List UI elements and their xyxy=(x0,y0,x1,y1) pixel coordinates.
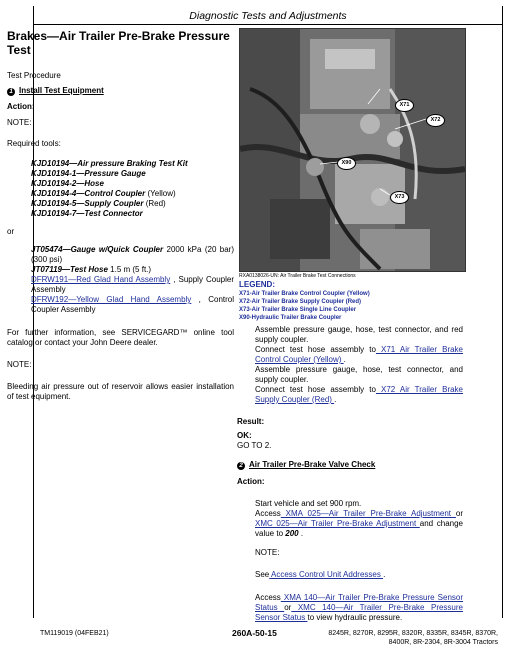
access-text: Access xyxy=(255,509,281,518)
install-step-4 xyxy=(255,385,463,405)
install-step-3: Assemble pressure gauge, hose, test connector, and supply coupler. xyxy=(255,365,463,384)
legend-item: X71-Air Trailer Brake Control Coupler (Yellow) xyxy=(239,291,370,297)
step2-number-badge: 2 xyxy=(237,462,245,470)
step1-number-badge: 1 xyxy=(7,88,15,96)
install-step-1: Assemble pressure gauge, hose, test connector, and red supply coupler. xyxy=(255,325,463,344)
hose-code: JT07119—Test Hose xyxy=(31,265,108,274)
x72-coupler-link[interactable]: X72 Air Trailer Brake Supply Coupler (Red) xyxy=(255,385,463,404)
footer-doc-id: TM119019 (04FEB21) xyxy=(40,630,109,637)
step1-heading xyxy=(7,86,234,96)
ok-label: OK: xyxy=(237,431,252,440)
kit-line: KJD10194—Air pressure Braking Test Kit xyxy=(31,159,188,168)
callout-x73: X73 xyxy=(390,191,409,204)
required-tools-label: Required tools: xyxy=(7,139,61,148)
step2-heading xyxy=(237,460,463,470)
models-line-2: 8400R, 8R-2304, 8R-3004 Tractors xyxy=(388,639,498,646)
section-title: Brakes—Air Trailer Pre-Brake Pressure Test xyxy=(7,29,230,57)
hose-line xyxy=(31,265,234,275)
figure-caption xyxy=(239,273,465,322)
install-step-2-end: . xyxy=(343,355,346,364)
xma-025-link[interactable]: XMA 025—Air Trailer Pre-Brake Adjustment xyxy=(280,509,456,518)
goto-step2: GO TO 2. xyxy=(237,441,272,450)
note2-label: NOTE: xyxy=(7,360,32,369)
callout-x72: X72 xyxy=(426,114,445,127)
kit5-code: KJD10194-5—Supply Coupler xyxy=(31,199,144,208)
xmc-025-link[interactable]: XMC 025—Air Trailer Pre-Brake Adjustment xyxy=(255,519,420,528)
install-step-2 xyxy=(255,345,463,365)
running-header: Diagnostic Tests and Adjustments xyxy=(189,10,347,22)
kit4-code: KJD10194-4—Control Coupler xyxy=(31,189,146,198)
see-end: . xyxy=(383,570,386,579)
footer-page-number: 260A-50-15 xyxy=(232,628,277,638)
red-glad-hand-line xyxy=(31,275,234,295)
kit-line: KJD10194-1—Pressure Gauge xyxy=(31,169,146,178)
xmc-140-link[interactable]: XMC 140—Air Trailer Pre-Brake Pressure Sensor Status xyxy=(255,603,463,622)
see-acu-text xyxy=(255,570,463,580)
action-label: Action: xyxy=(7,102,35,111)
step2-note-label: NOTE: xyxy=(255,548,280,557)
access-sensor-text xyxy=(255,593,463,623)
access-adjustment-text xyxy=(255,509,463,539)
header-rule xyxy=(34,24,502,25)
red-glad-hand-suffix: , Supply Coupler Assembly xyxy=(31,275,234,294)
photo-illustration xyxy=(240,29,465,271)
test-procedure-label: Test Procedure xyxy=(7,71,61,80)
kit-list xyxy=(7,159,234,219)
bleed-text: Bleeding air pressure out of reservoir allows easier installation of test equipment. xyxy=(7,382,234,401)
change-value-end: . xyxy=(298,529,304,538)
footer-models xyxy=(316,629,498,647)
gauge-code: JT05474—Gauge w/Quick Coupler xyxy=(31,245,164,254)
pressure-value: 200 xyxy=(285,529,299,538)
xma-140-link[interactable]: XMA 140—Air Trailer Pre-Brake Pressure Sensor Status xyxy=(255,593,463,612)
install-steps xyxy=(237,325,463,405)
figure-id: RXA0138026-UN: Air Trailer Brake Test Connections xyxy=(239,273,356,279)
callout-x90: X90 xyxy=(337,157,356,170)
legend-item: X72-Air Trailer Brake Supply Coupler (Red) xyxy=(239,299,362,305)
brake-connections-photo xyxy=(239,28,466,272)
change-value-text: and change value to xyxy=(255,519,463,538)
kit-line: KJD10194-2—Hose xyxy=(31,179,104,188)
or2-text: or xyxy=(284,603,292,612)
yellow-glad-hand-line xyxy=(31,295,234,315)
legend-title: LEGEND: xyxy=(239,280,275,289)
result-label: Result: xyxy=(237,417,265,426)
yellow-glad-hand-suffix: , Control Coupler Assembly xyxy=(31,295,235,314)
or-text: or xyxy=(455,509,463,518)
kit4-color: (Yellow) xyxy=(145,189,176,198)
right-column xyxy=(237,325,463,623)
kit-line-5 xyxy=(31,199,234,209)
gauge-line xyxy=(31,245,234,265)
alt-tool-list xyxy=(7,245,234,315)
view-pressure-text: to view hydraulic pressure. xyxy=(307,613,403,622)
see-text: See xyxy=(255,570,270,579)
left-column xyxy=(7,29,234,402)
kit-line-4 xyxy=(31,189,234,199)
kit-line-7: KJD10194-7—Test Connector xyxy=(31,209,143,218)
step2-action-label: Action: xyxy=(237,477,265,486)
models-line-1: 8245R, 8270R, 8295R, 8320R, 8335R, 8345R, 8370R, xyxy=(328,630,498,637)
legend-item: X73-Air Trailer Brake Single Line Coupler xyxy=(239,307,357,313)
or-label: or xyxy=(7,227,15,236)
red-glad-hand-link[interactable]: DFRW191—Red Glad Hand Assembly xyxy=(31,275,171,284)
step2-title: Air Trailer Pre-Brake Valve Check xyxy=(249,460,376,469)
step2-instructions xyxy=(237,499,463,623)
hose-spec: 1.5 m (5 ft.) xyxy=(107,265,152,274)
callout-x71: X71 xyxy=(395,99,414,112)
step1-title: Install Test Equipment xyxy=(19,86,104,95)
install-step-4-text: Connect test hose assembly to xyxy=(255,385,376,394)
acu-addresses-link[interactable]: Access Control Unit Addresses xyxy=(269,570,384,579)
legend-item: X90-Hydraulic Trailer Brake Coupler xyxy=(239,315,342,321)
further-info-text: For further information, see SERVICEGARD™ online tool catalog or contact your John Deere dealer. xyxy=(7,328,234,347)
install-step-2-text: Connect test hose assembly to xyxy=(255,345,376,354)
access2-text: Access xyxy=(255,593,281,602)
x71-coupler-link[interactable]: X71 Air Trailer Brake Control Coupler (Yellow) xyxy=(255,345,463,364)
yellow-glad-hand-link[interactable]: DFRW192—Yellow Glad Hand Assembly xyxy=(31,295,192,304)
note-label: NOTE: xyxy=(7,118,32,127)
gauge-spec: 2000 kPa (20 bar) (300 psi) xyxy=(31,245,234,264)
start-vehicle-text: Start vehicle and set 900 rpm. xyxy=(255,499,362,508)
kit5-color: (Red) xyxy=(143,199,166,208)
install-step-4-end: . xyxy=(334,395,337,404)
